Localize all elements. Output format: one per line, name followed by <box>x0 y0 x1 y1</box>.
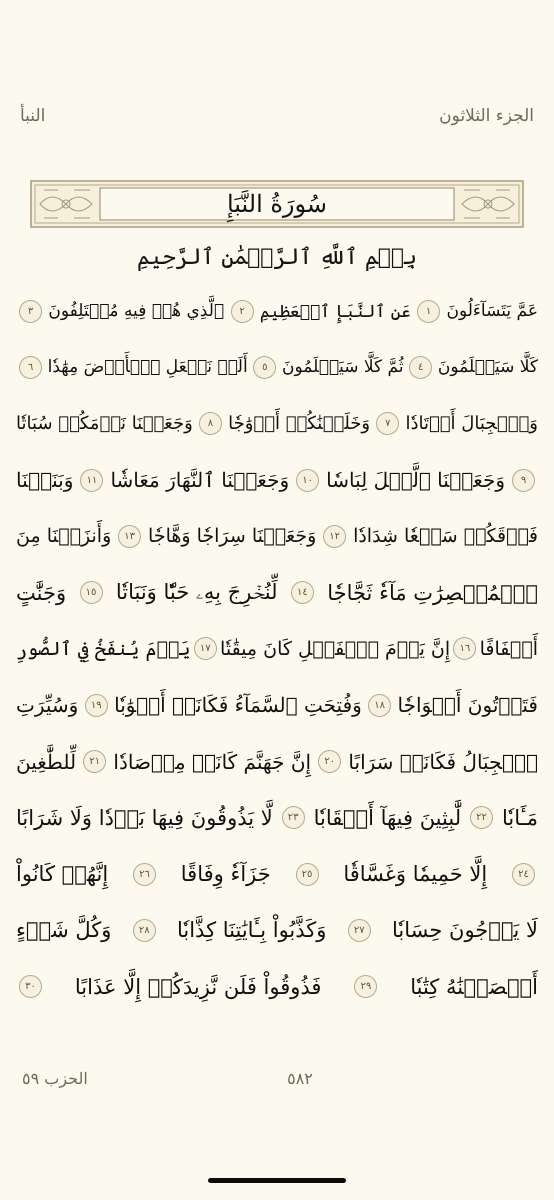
ayah-number-marker: ١٥ <box>80 581 103 604</box>
verse-text: كَلَّا سَيَعۡلَمُونَ <box>437 357 538 378</box>
verse-text: وَجَعَلۡنَا ٱلنَّهَارَ مَعَاشٗا <box>110 468 290 493</box>
verse-text: وَفُتِحَتِ ٱلسَّمَآءُ فَكَانَتۡ أَبۡوَٰبٗا <box>114 693 362 718</box>
juz-label: الجزء الثلاثون <box>439 106 534 126</box>
verse-text: لِّلطَّٰغِينَ <box>16 749 77 774</box>
page-footer <box>22 1064 520 1092</box>
ayah-number-marker: ٢٨ <box>133 919 156 942</box>
verse-text: وَأَنزَلۡنَا مِنَ <box>16 525 112 548</box>
verse-line <box>16 452 538 508</box>
ayah-number-marker: ٢١ <box>83 750 106 773</box>
ayah-number-marker: ٢٥ <box>296 863 319 886</box>
verse-text: وَٱلۡجِبَالَ أَوۡتَادٗا <box>405 413 538 435</box>
verse-line <box>16 959 538 1015</box>
verse-line <box>16 790 538 846</box>
ayah-number-marker: ١٢ <box>323 525 346 548</box>
verses-block <box>16 283 538 1015</box>
verse-text: وَكُلَّ شَيۡءٍ <box>16 918 112 943</box>
verse-line <box>16 396 538 452</box>
ayah-number-marker: ١٩ <box>85 694 108 717</box>
verse-text: لِّنُخۡرِجَ بِهِۦ حَبّٗا وَنَبَاتٗا <box>115 580 278 605</box>
ayah-number-marker: ١٣ <box>118 525 141 548</box>
verse-text: عَمَّ يَتَسَآءَلُونَ <box>446 301 538 322</box>
verse-text: لَّا يَذُوقُونَ فِيهَا بَرۡدٗا وَلَا شَرَابًا <box>16 805 273 830</box>
surah-name-header: النبأ <box>20 106 46 126</box>
ayah-number-marker: ٤ <box>409 356 432 379</box>
verse-text: وَجَعَلۡنَا ٱلَّيۡلَ لِبَاسٗا <box>326 468 505 493</box>
ayah-number-marker: ١٧ <box>194 637 217 660</box>
verse-text: لَا يَرۡجُونَ حِسَابٗا <box>392 918 538 943</box>
verse-text: إِلَّا حَمِيمٗا وَغَسَّاقٗا <box>343 862 488 887</box>
verse-text: ٱلۡجِبَالُ فَكَانَتۡ سَرَابًا <box>348 749 538 774</box>
hizb-label: الحزب ٥٩ <box>22 1068 88 1088</box>
verse-text: وَبَنَيۡنَا <box>16 468 74 493</box>
verse-text: إِنَّ يَوۡمَ ٱلۡفَصۡلِ كَانَ مِيقَٰتٗا <box>220 637 451 660</box>
verse-line <box>16 339 538 395</box>
verse-text: فَذُوقُواْ فَلَن نَّزِيدَكُمۡ إِلَّا عَذَابًا <box>74 974 322 999</box>
ayah-number-marker: ١ <box>417 300 440 323</box>
ayah-number-marker: ١٦ <box>453 637 476 660</box>
verse-line <box>16 733 538 789</box>
verse-text: فَتَأۡتُونَ أَفۡوَاجٗا <box>397 693 538 718</box>
verse-text: وَخَلَقۡنَٰكُمۡ أَزۡوَٰجٗا <box>228 413 371 435</box>
ayah-number-marker: ٣ <box>19 300 42 323</box>
ayah-number-marker: ٩ <box>512 469 535 492</box>
ayah-number-marker: ٢ <box>231 300 254 323</box>
verse-text: وَسُيِّرَتِ <box>16 693 79 718</box>
verse-text: أَلَمۡ نَجۡعَلِ ٱلۡأَرۡضَ مِهَٰدٗا <box>47 357 248 378</box>
verse-line <box>16 846 538 902</box>
ayah-number-marker: ٦ <box>19 356 42 379</box>
page-header <box>20 100 534 132</box>
ayah-number-marker: ١١ <box>80 469 103 492</box>
verse-text: لَّٰبِثِينَ فِيهَآ أَحۡقَابٗا <box>313 805 462 830</box>
verse-line <box>16 508 538 564</box>
verse-text: أَحۡصَيۡنَٰهُ كِتَٰبٗا <box>410 974 538 999</box>
ayah-number-marker: ٢٧ <box>348 919 371 942</box>
verse-text: يَوۡمَ يُنفَخُ فِي ٱلصُّورِ <box>16 637 191 660</box>
verse-text: جَزَآءٗ وِفَاقًا <box>180 862 271 887</box>
home-indicator[interactable] <box>208 1178 346 1183</box>
verse-text: ثُمَّ كَلَّا سَيَعۡلَمُونَ <box>281 357 404 378</box>
ayah-number-marker: ٧ <box>376 412 399 435</box>
ayah-number-marker: ٢٠ <box>318 750 341 773</box>
ayah-number-marker: ٢٩ <box>354 975 377 998</box>
verse-text: مَـَٔابٗا <box>501 805 538 830</box>
verse-text: وَجَعَلۡنَا نَوۡمَكُمۡ سُبَاتٗا <box>16 413 193 435</box>
ayah-number-marker: ٢٤ <box>512 863 535 886</box>
ayah-number-marker: ١٨ <box>368 694 391 717</box>
ayah-number-marker: ٢٢ <box>470 806 493 829</box>
verse-text: ٱلَّذِي هُمۡ فِيهِ مُخۡتَلِفُونَ <box>48 301 225 322</box>
verse-text: إِنَّ جَهَنَّمَ كَانَتۡ مِرۡصَادٗا <box>113 749 312 774</box>
ayah-number-marker: ٨ <box>199 412 222 435</box>
ayah-number-marker: ٣٠ <box>19 975 42 998</box>
verse-text: فَوۡقَكُمۡ سَبۡعٗا شِدَادٗا <box>353 525 538 548</box>
ayah-number-marker: ٢٣ <box>282 806 305 829</box>
page-number: ٥٨٢ <box>287 1068 313 1088</box>
verse-line <box>16 677 538 733</box>
verse-text: ٱلۡمُعۡصِرَٰتِ مَآءٗ ثَجَّاجٗا <box>327 580 538 605</box>
verse-line <box>16 283 538 339</box>
verse-text: أَلۡفَافًا <box>479 637 538 660</box>
verse-text: عَنِ ٱلنَّبَإِ ٱلۡعَظِيمِ <box>259 301 411 322</box>
verse-line <box>16 564 538 620</box>
verse-text: وَجَنَّٰتٍ <box>16 580 67 605</box>
verse-text: إِنَّهُمۡ كَانُواْ <box>16 862 109 887</box>
verse-line <box>16 621 538 677</box>
ayah-number-marker: ١٤ <box>291 581 314 604</box>
ayah-number-marker: ٢٦ <box>133 863 156 886</box>
ayah-number-marker: ١٠ <box>296 469 319 492</box>
surah-title: سُورَةُ النَّبَإِ <box>226 190 328 218</box>
verse-line <box>16 902 538 958</box>
basmala: بِسۡمِ ٱللَّهِ ٱلرَّحۡمَٰنِ ٱلرَّحِيمِ <box>136 245 418 270</box>
verse-text: وَكَذَّبُواْ بِـَٔايَٰتِنَا كِذَّابٗا <box>176 918 327 943</box>
verse-text: وَجَعَلۡنَا سِرَاجٗا وَهَّاجٗا <box>148 525 317 548</box>
ayah-number-marker: ٥ <box>253 356 276 379</box>
